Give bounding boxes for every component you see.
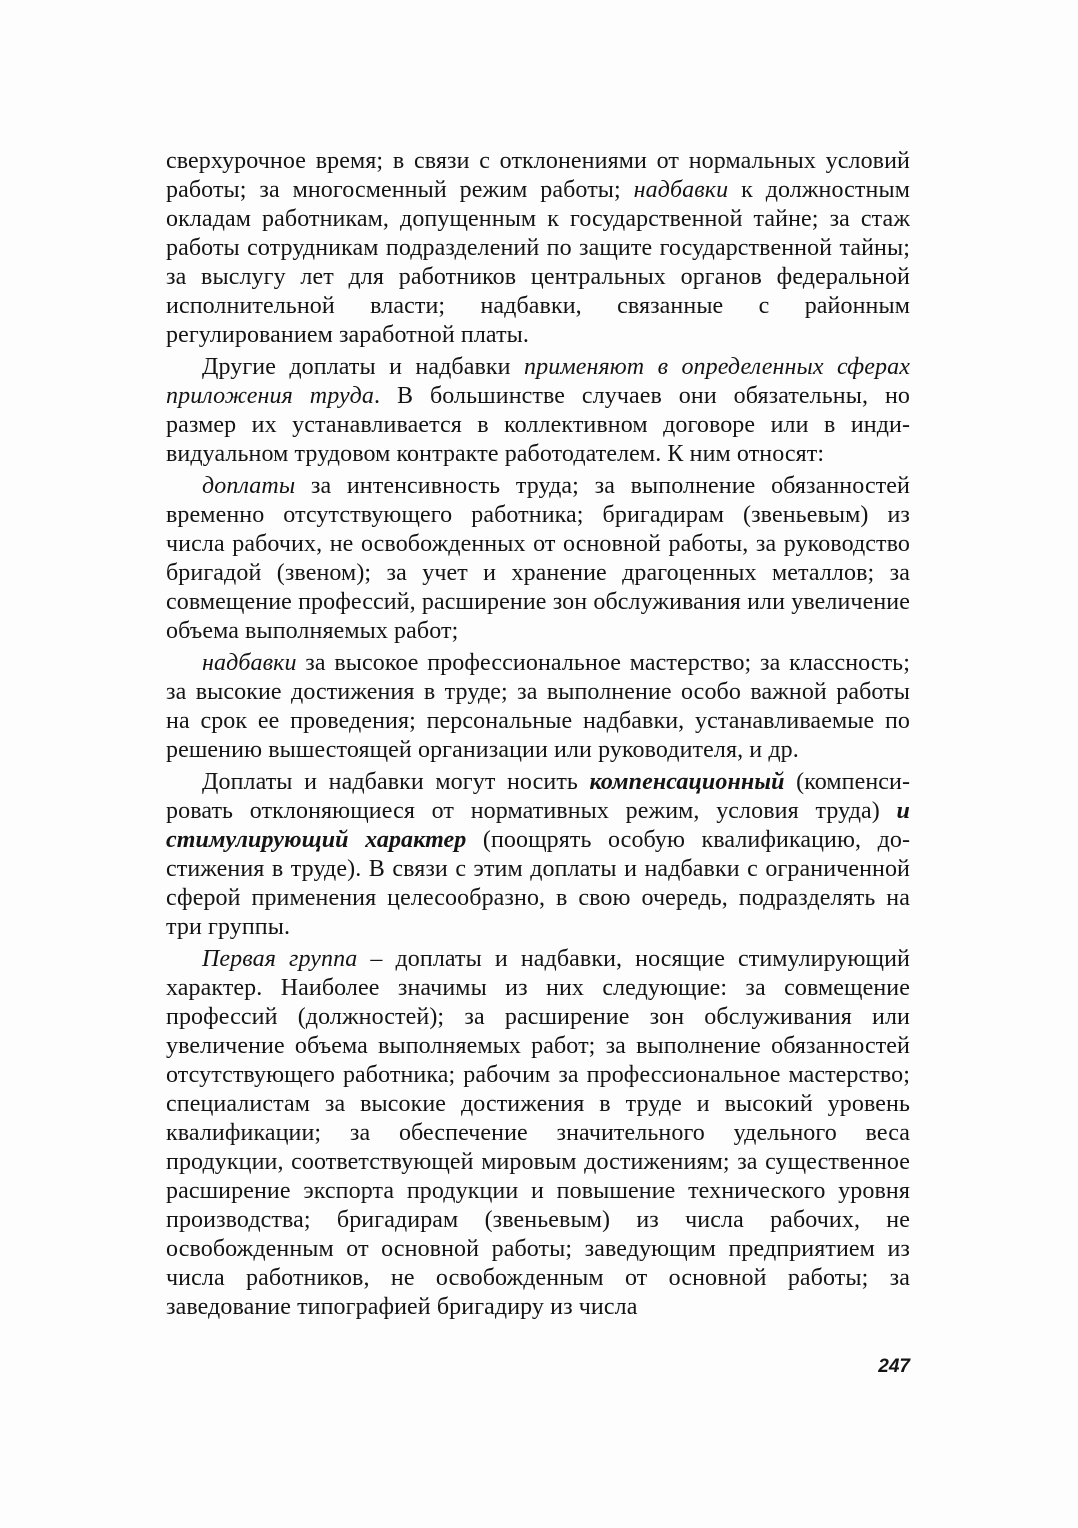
text-run: Другие доплаты и надбавки bbox=[202, 354, 525, 380]
paragraph-4 bbox=[166, 649, 910, 765]
text-run: . В большинстве случаев они обязательны, но размер их устанавливается в коллективном договоре или в индивидуальном трудовом контракте работодателем. К ним относят: bbox=[166, 383, 910, 467]
paragraph-5 bbox=[166, 768, 910, 942]
text-run: (поощрять особую квалификацию, достижения в труде). В связи с этим доплаты и надбавки с ограниченной сферой применения целесообразно, в свою очередь, подразделять на три группы. bbox=[166, 827, 910, 940]
body-text bbox=[166, 147, 910, 1325]
paragraph-3 bbox=[166, 472, 910, 646]
text-run: Доплаты и надбавки могут носить bbox=[202, 769, 590, 795]
text-run: – доплаты и надбавки, носящие стимулирующий характер. Наиболее значимы из них следующие: за совмещение профессий (должностей); за расширение зон обслуживания или увеличение объема выполняемых работ; за выполнение обязанностей отсутствующего работника; рабочим за профессиональное мастерство; специалистам за высокие достижения в труде и высокий уровень квалификации; за обеспечение значительного удельного веса продукции, соответствующей мировым достижениям; за существенное расширение экспорта продукции и повышение технического уровня производства; бригадирам (звеньевым) из числа рабочих, не освобожденным от основной работы; заведующим предприятием из числа работников, не освобожденным от основной работы; за заведование типографией бригадиру из числа bbox=[166, 946, 910, 1320]
paragraph-6 bbox=[166, 945, 910, 1322]
text-run: к должностным окладам работникам, допущенным к государственной тайне; за стаж работы сотрудникам подразделений по защите государственной тайны; за выслугу лет для работников центральных органов федеральной исполнительной власти; надбавки, связанные с районным регулированием заработной платы. bbox=[166, 177, 910, 348]
italic-term: Первая группа bbox=[202, 946, 358, 972]
italic-term: надбавки bbox=[633, 177, 729, 203]
page-number: 247 bbox=[878, 1356, 910, 1377]
paragraph-1 bbox=[166, 147, 910, 350]
italic-term: надбавки bbox=[202, 650, 297, 676]
text-run: за высокое профессиональное мастерство; за классность; за высокие достижения в труде; за выполнение особо важной работы на срок ее проведения; персональные надбавки, устанавливаемые по решению вышестоящей организации или руководителя, и др. bbox=[166, 650, 910, 763]
text-run: сверхурочное время; в связи с отклонениями от нормальных условий работы; за многосменный режим работы; bbox=[166, 148, 910, 203]
bold-italic-term: и стимулирующий характер bbox=[166, 798, 910, 853]
text-run: (компенсировать отклоняющиеся от нормативных режим, условия труда) bbox=[166, 769, 911, 824]
paragraph-2 bbox=[166, 353, 910, 469]
italic-phrase: применяют в определенных сферах приложения труда bbox=[166, 354, 911, 409]
italic-term: доплаты bbox=[202, 473, 296, 499]
bold-italic-term: компенсационный bbox=[589, 769, 785, 795]
text-run: за интенсивность труда; за выполнение обязанностей временно отсутствующего работника; бригадирам (звеньевым) из числа рабочих, не освобожденных от основной работы, за руководство бригадой (звеном); за учет и хранение драгоценных металлов; за совмещение профессий, расширение зон обслуживания или увеличение объема выполняемых работ; bbox=[166, 473, 910, 644]
